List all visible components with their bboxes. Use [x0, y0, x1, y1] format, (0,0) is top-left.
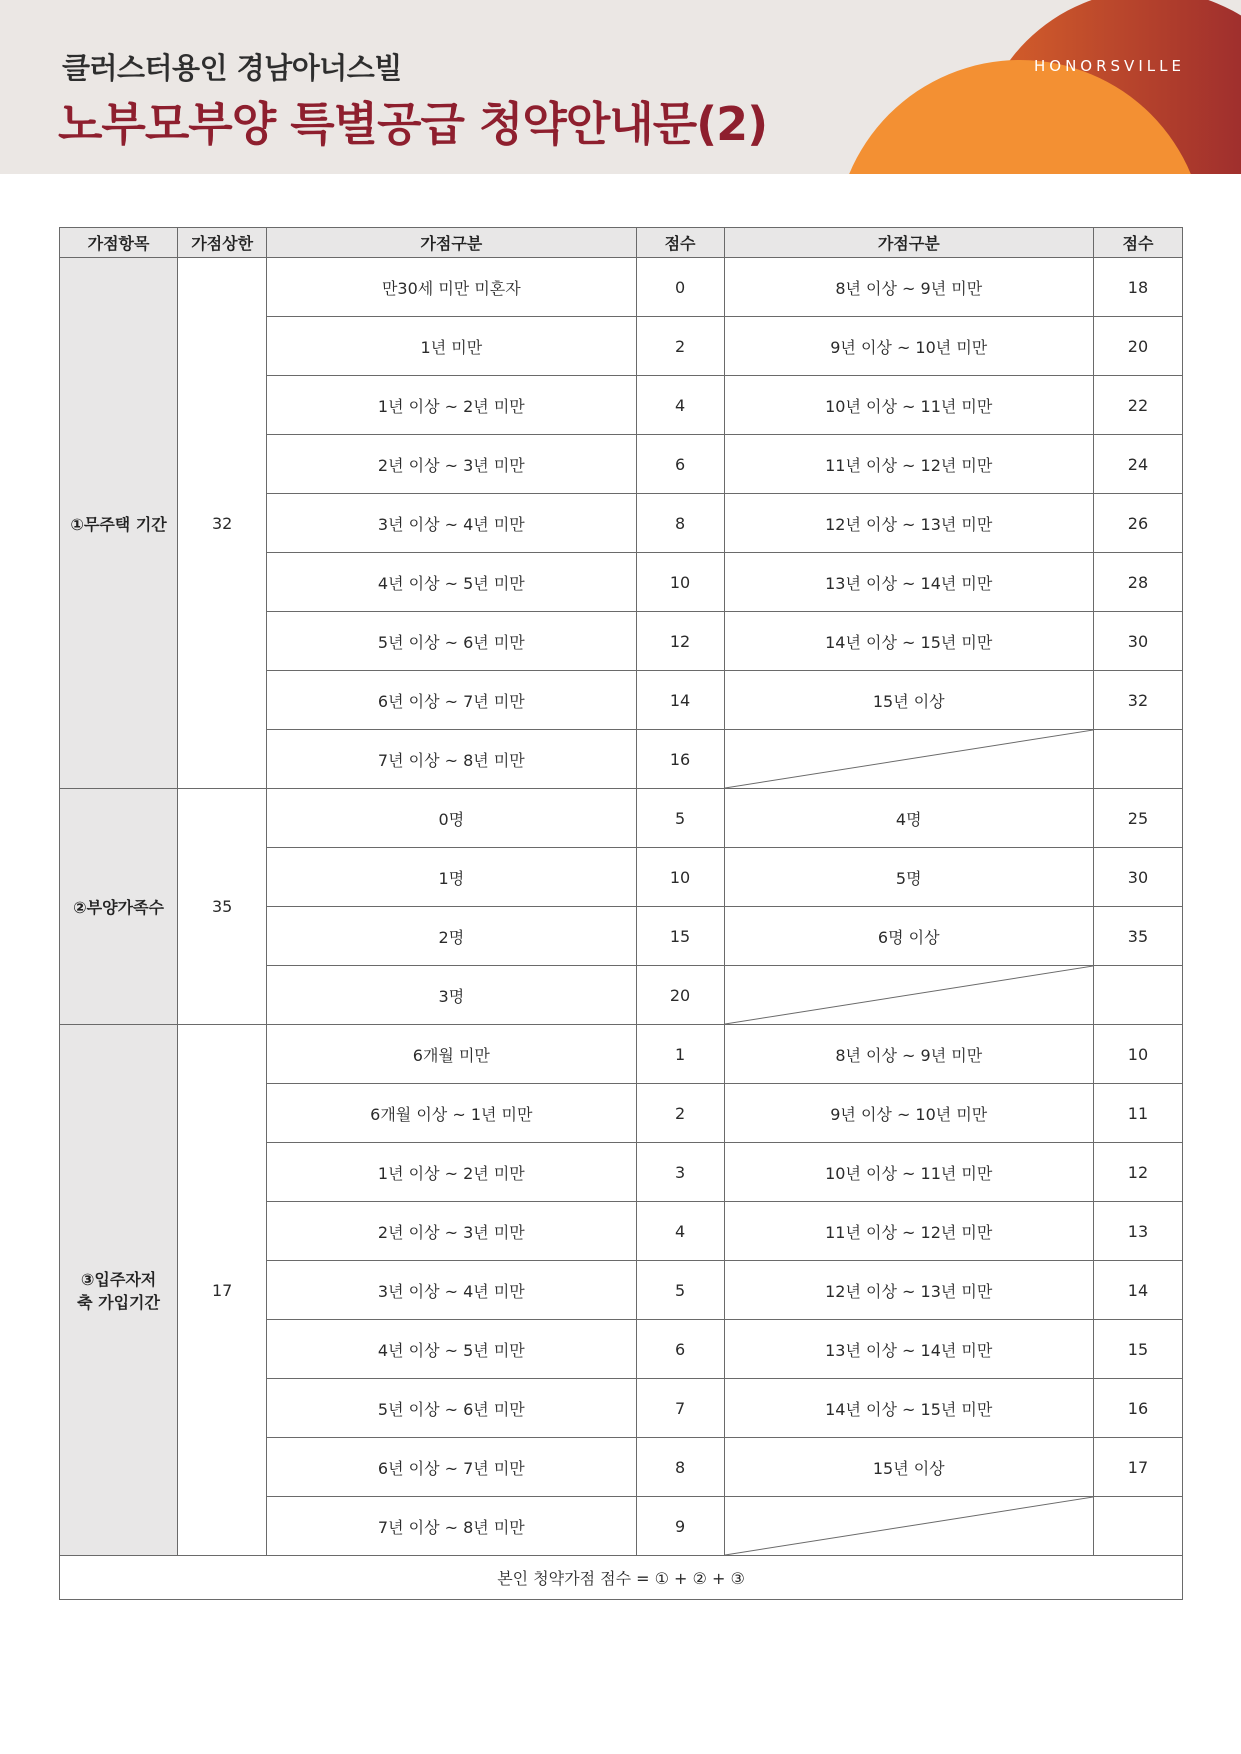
category-left: 6년 이상 ~ 7년 미만 [267, 1438, 636, 1497]
score-left: 7 [636, 1379, 724, 1438]
empty-score-cell [1093, 730, 1182, 789]
category-right: 12년 이상 ~ 13년 미만 [724, 494, 1093, 553]
score-left: 2 [636, 1084, 724, 1143]
score-right: 28 [1093, 553, 1182, 612]
header-score-right: 점수 [1093, 228, 1182, 258]
score-right: 15 [1093, 1320, 1182, 1379]
category-right: 14년 이상 ~ 15년 미만 [724, 1379, 1093, 1438]
category-left: 5년 이상 ~ 6년 미만 [267, 1379, 636, 1438]
score-right: 30 [1093, 612, 1182, 671]
category-right: 9년 이상 ~ 10년 미만 [724, 1084, 1093, 1143]
diagonal-line [725, 730, 1093, 788]
category-left: 4년 이상 ~ 5년 미만 [267, 553, 636, 612]
score-left: 5 [636, 789, 724, 848]
score-right: 35 [1093, 907, 1182, 966]
page-title: 노부모부양 특별공급 청약안내문(2) [58, 97, 768, 151]
category-left: 1년 미만 [267, 317, 636, 376]
header-limit: 가점상한 [178, 228, 267, 258]
header-banner [0, 0, 1241, 174]
category-right: 13년 이상 ~ 14년 미만 [724, 553, 1093, 612]
score-left: 14 [636, 671, 724, 730]
score-left: 20 [636, 966, 724, 1025]
score-left: 2 [636, 317, 724, 376]
score-left: 16 [636, 730, 724, 789]
empty-cell-diagonal [724, 730, 1093, 789]
category-right: 9년 이상 ~ 10년 미만 [724, 317, 1093, 376]
score-limit: 32 [178, 258, 267, 789]
score-left: 1 [636, 1025, 724, 1084]
score-left: 4 [636, 376, 724, 435]
score-item-name: ③입주자저축 가입기간 [60, 1025, 178, 1556]
score-right: 12 [1093, 1143, 1182, 1202]
score-right: 26 [1093, 494, 1182, 553]
total-formula: 본인 청약가점 점수 = ① + ② + ③ [60, 1556, 1183, 1600]
empty-score-cell [1093, 1497, 1182, 1556]
table-footer-row [60, 1556, 1183, 1600]
category-right: 10년 이상 ~ 11년 미만 [724, 1143, 1093, 1202]
score-right: 10 [1093, 1025, 1182, 1084]
score-left: 10 [636, 553, 724, 612]
score-right: 32 [1093, 671, 1182, 730]
score-right: 20 [1093, 317, 1182, 376]
score-left: 12 [636, 612, 724, 671]
diagonal-line [725, 966, 1093, 1024]
category-left: 6년 이상 ~ 7년 미만 [267, 671, 636, 730]
category-right: 8년 이상 ~ 9년 미만 [724, 1025, 1093, 1084]
table-header-row [60, 228, 1183, 258]
empty-score-cell [1093, 966, 1182, 1025]
category-left: 2년 이상 ~ 3년 미만 [267, 435, 636, 494]
score-right: 24 [1093, 435, 1182, 494]
header-score-left: 점수 [636, 228, 724, 258]
category-right: 11년 이상 ~ 12년 미만 [724, 1202, 1093, 1261]
score-right: 18 [1093, 258, 1182, 317]
category-left: 3년 이상 ~ 4년 미만 [267, 1261, 636, 1320]
category-right: 12년 이상 ~ 13년 미만 [724, 1261, 1093, 1320]
category-right: 15년 이상 [724, 671, 1093, 730]
category-right: 14년 이상 ~ 15년 미만 [724, 612, 1093, 671]
score-left: 3 [636, 1143, 724, 1202]
category-left: 2명 [267, 907, 636, 966]
category-left: 2년 이상 ~ 3년 미만 [267, 1202, 636, 1261]
score-right: 11 [1093, 1084, 1182, 1143]
score-right: 14 [1093, 1261, 1182, 1320]
score-limit: 35 [178, 789, 267, 1025]
empty-cell-diagonal [724, 1497, 1093, 1556]
category-left: 7년 이상 ~ 8년 미만 [267, 1497, 636, 1556]
category-left: 1명 [267, 848, 636, 907]
empty-cell-diagonal [724, 966, 1093, 1025]
category-right: 4명 [724, 789, 1093, 848]
score-left: 9 [636, 1497, 724, 1556]
category-left: 7년 이상 ~ 8년 미만 [267, 730, 636, 789]
table-row [60, 1025, 1183, 1084]
score-right: 22 [1093, 376, 1182, 435]
brand-logo-text: HONORSVILLE [1034, 57, 1185, 75]
category-left: 4년 이상 ~ 5년 미만 [267, 1320, 636, 1379]
category-right: 15년 이상 [724, 1438, 1093, 1497]
score-item-name: ①무주택 기간 [60, 258, 178, 789]
score-left: 6 [636, 1320, 724, 1379]
score-left: 0 [636, 258, 724, 317]
category-right: 8년 이상 ~ 9년 미만 [724, 258, 1093, 317]
header-category-right: 가점구분 [724, 228, 1093, 258]
category-left: 만30세 미만 미혼자 [267, 258, 636, 317]
category-left: 0명 [267, 789, 636, 848]
score-right: 16 [1093, 1379, 1182, 1438]
score-left: 6 [636, 435, 724, 494]
score-table [59, 227, 1183, 1600]
category-left: 5년 이상 ~ 6년 미만 [267, 612, 636, 671]
score-right: 30 [1093, 848, 1182, 907]
score-left: 8 [636, 494, 724, 553]
score-right: 17 [1093, 1438, 1182, 1497]
score-left: 8 [636, 1438, 724, 1497]
category-left: 1년 이상 ~ 2년 미만 [267, 376, 636, 435]
table-row [60, 789, 1183, 848]
score-left: 5 [636, 1261, 724, 1320]
category-left: 3명 [267, 966, 636, 1025]
category-right: 13년 이상 ~ 14년 미만 [724, 1320, 1093, 1379]
category-right: 11년 이상 ~ 12년 미만 [724, 435, 1093, 494]
diagonal-line [725, 1497, 1093, 1555]
category-right: 5명 [724, 848, 1093, 907]
score-right: 13 [1093, 1202, 1182, 1261]
table-row [60, 258, 1183, 317]
category-left: 6개월 이상 ~ 1년 미만 [267, 1084, 636, 1143]
header-item: 가점항목 [60, 228, 178, 258]
category-left: 6개월 미만 [267, 1025, 636, 1084]
header-category-left: 가점구분 [267, 228, 636, 258]
score-limit: 17 [178, 1025, 267, 1556]
category-left: 1년 이상 ~ 2년 미만 [267, 1143, 636, 1202]
category-right: 6명 이상 [724, 907, 1093, 966]
category-right: 10년 이상 ~ 11년 미만 [724, 376, 1093, 435]
sub-title: 클러스터용인 경남아너스빌 [62, 51, 402, 85]
score-left: 4 [636, 1202, 724, 1261]
table-body [60, 258, 1183, 1556]
score-item-name: ②부양가족수 [60, 789, 178, 1025]
score-left: 10 [636, 848, 724, 907]
score-left: 15 [636, 907, 724, 966]
category-left: 3년 이상 ~ 4년 미만 [267, 494, 636, 553]
score-right: 25 [1093, 789, 1182, 848]
